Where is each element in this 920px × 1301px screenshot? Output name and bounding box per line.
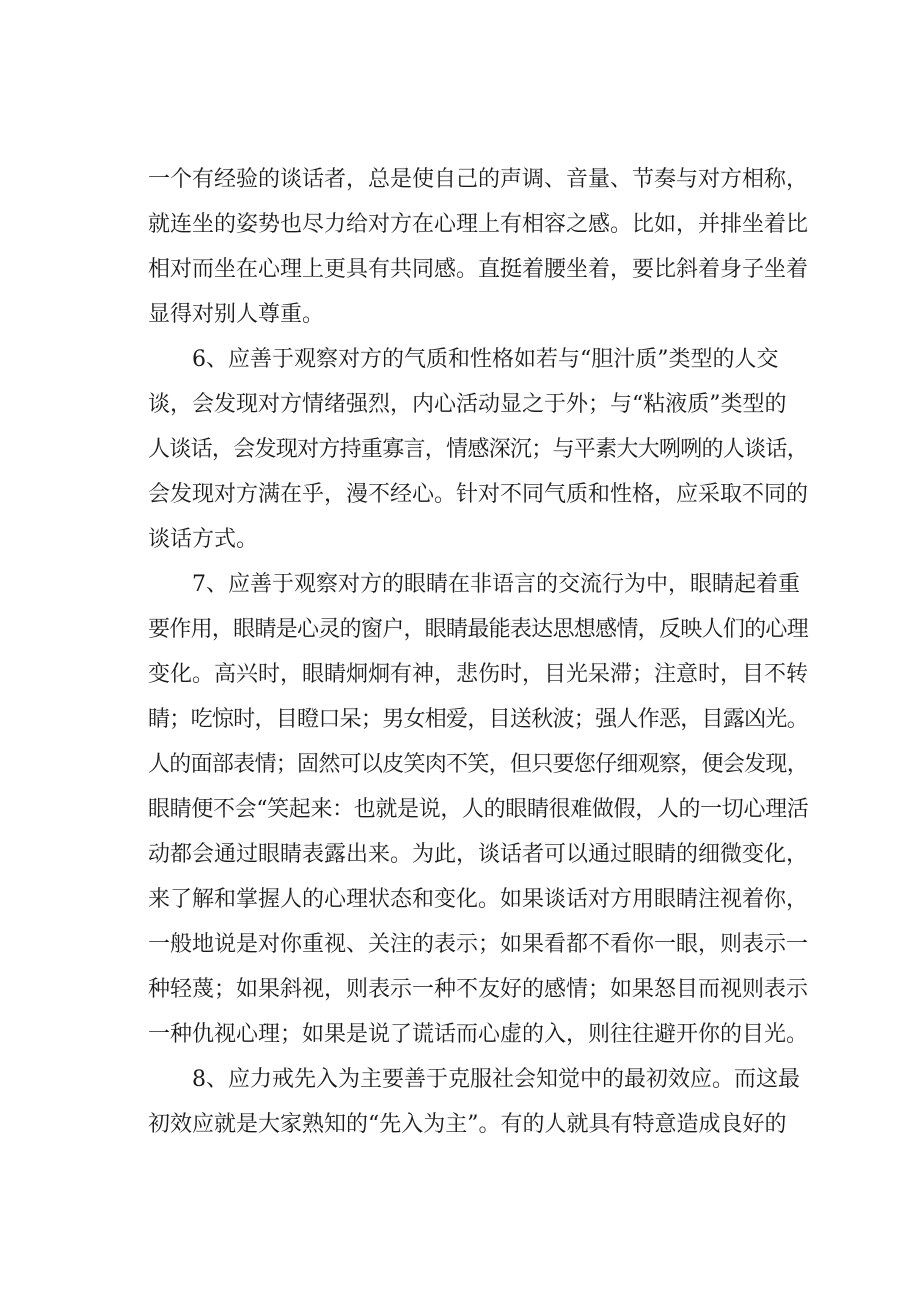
text-line: 来了解和掌握人的心理状态和变化。如果谈话对方用眼睛注视着你， (148, 887, 809, 912)
text-line: 谈，会发现对方情绪强烈，内心活动显之于外；与“粘液质”类型的 (148, 392, 787, 417)
text-line: 一种仇视心理；如果是说了谎话而心虚的入，则往往避开你的目光。 (148, 1022, 809, 1047)
text-line: 一个有经验的谈话者，总是使自己的声调、音量、节奏与对方相称， (148, 167, 809, 192)
text-line: 人谈话，会发现对方持重寡言，情感深沉；与平素大大咧咧的人谈话， (148, 437, 808, 462)
paragraph-8-heading-line: 8、应力戒先入为主要善于克服社会知觉中的最初效应。而这最 (192, 1067, 800, 1092)
text-line: 显得对别人尊重。 (148, 302, 325, 327)
text-line: 人的面部表情；固然可以皮笑肉不笑，但只要您仔细观察，便会发现， (148, 752, 808, 777)
text-line: 睛；吃惊时，目瞪口呆；男女相爱，目送秋波；强人作恶，目露凶光。 (148, 707, 808, 732)
text-line: 初效应就是大家熟知的“先入为主”。有的人就具有特意造成良好的 (148, 1112, 787, 1137)
paragraph-6-heading-line: 6、应善于观察对方的气质和性格如若与“胆汁质”类型的人交 (192, 347, 779, 372)
text-line: 谈话方式。 (148, 527, 259, 552)
text-line: 会发现对方满在乎，漫不经心。针对不同气质和性格，应采取不同的 (148, 482, 809, 507)
text-line: 要作用，眼睛是心灵的窗户，眼睛最能表达思想感情，反映人们的心理 (148, 617, 808, 642)
text-line: 眼睛便不会“笑起来：也就是说，人的眼睛很难做假，人的一切心理活 (148, 797, 809, 822)
text-line: 变化。高兴时，眼睛炯炯有神，悲伤时，目光呆滞；注意时，目不转 (148, 662, 809, 687)
text-line: 相对而坐在心理上更具有共同感。直挺着腰坐着，要比斜着身子坐着 (148, 257, 809, 282)
paragraph-7-heading-line: 7、应善于观察对方的眼睛在非语言的交流行为中，眼睛起着重 (192, 572, 800, 597)
text-line: 动都会通过眼睛表露出来。为此，谈话者可以通过眼睛的细微变化， (148, 842, 809, 867)
text-line: 种轻蔑；如果斜视，则表示一种不友好的感情；如果怒目而视则表示 (148, 977, 809, 1002)
text-line: 一般地说是对你重视、关注的表示；如果看都不看你一眼，则表示一 (148, 932, 809, 957)
text-line: 就连坐的姿势也尽力给对方在心理上有相容之感。比如，并排坐着比 (148, 212, 809, 237)
